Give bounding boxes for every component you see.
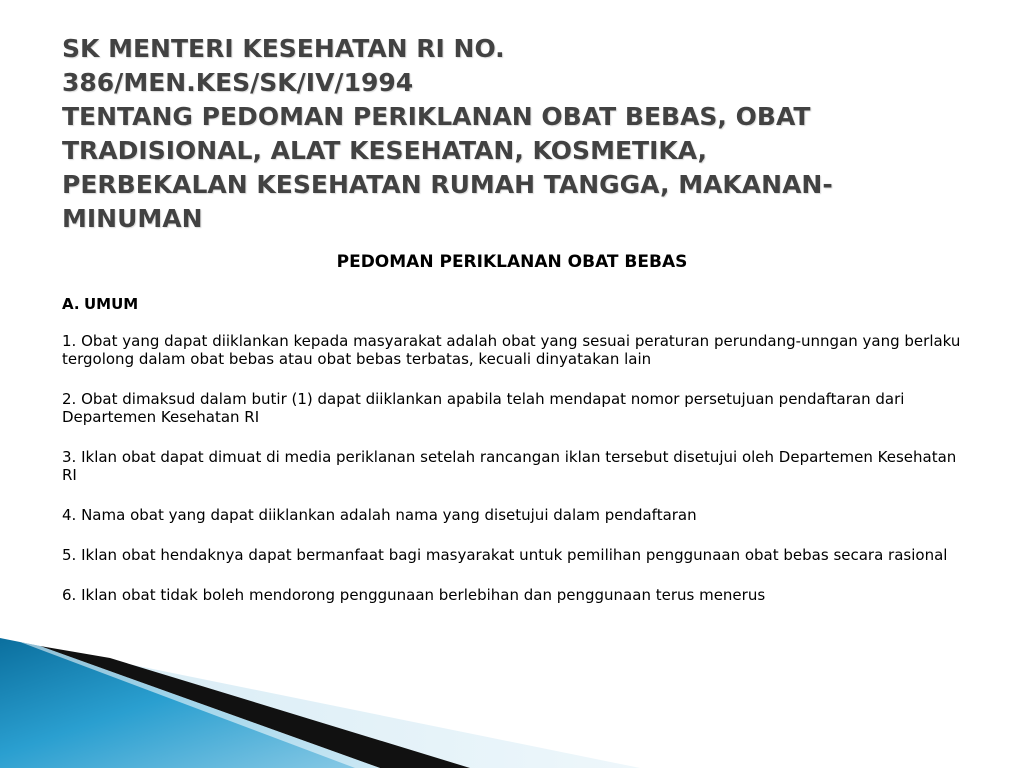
section-label: UMUM: [84, 295, 139, 313]
list-item: 1. Obat yang dapat diiklankan kepada masyarakat adalah obat yang sesuai peraturan perundang-unngan yang berlaku tergolong dalam obat bebas atau obat bebas terbatas, kecuali dinyatakan lain: [62, 332, 961, 368]
slide-title: [62, 32, 962, 236]
list-item: 2. Obat dimaksud dalam butir (1) dapat diiklankan apabila telah mendapat nomor persetujuan pendaftaran dari Departemen Kesehatan RI: [62, 390, 905, 426]
title-line: 386/MEN.KES/SK/IV/1994: [62, 68, 414, 97]
list-item: 3. Iklan obat dapat dimuat di media periklanan setelah rancangan iklan tersebut disetujui oleh Departemen Kesehatan RI: [62, 448, 957, 484]
title-line: SK MENTERI KESEHATAN RI NO.: [62, 34, 505, 63]
slide-content: [62, 250, 962, 626]
list-item: 5. Iklan obat hendaknya dapat bermanfaat bagi masyarakat untuk pemilihan penggunaan obat bebas secara rasional: [62, 546, 948, 564]
list-item: 4. Nama obat yang dapat diiklankan adalah nama yang disetujui dalam pendaftaran: [62, 506, 697, 524]
title-line: MINUMAN: [62, 204, 203, 233]
decorative-corner-swoosh: [0, 638, 1024, 768]
slide-subtitle: PEDOMAN PERIKLANAN OBAT BEBAS: [336, 252, 688, 272]
section-letter: A.: [62, 295, 80, 313]
title-line: TENTANG PEDOMAN PERIKLANAN OBAT BEBAS, OBAT: [62, 102, 811, 131]
list-item: 6. Iklan obat tidak boleh mendorong penggunaan berlebihan dan penggunaan terus menerus: [62, 586, 766, 604]
section-heading: [62, 294, 962, 314]
title-line: TRADISIONAL, ALAT KESEHATAN, KOSMETIKA,: [62, 136, 708, 165]
title-line: PERBEKALAN KESEHATAN RUMAH TANGGA, MAKANAN-: [62, 170, 833, 199]
